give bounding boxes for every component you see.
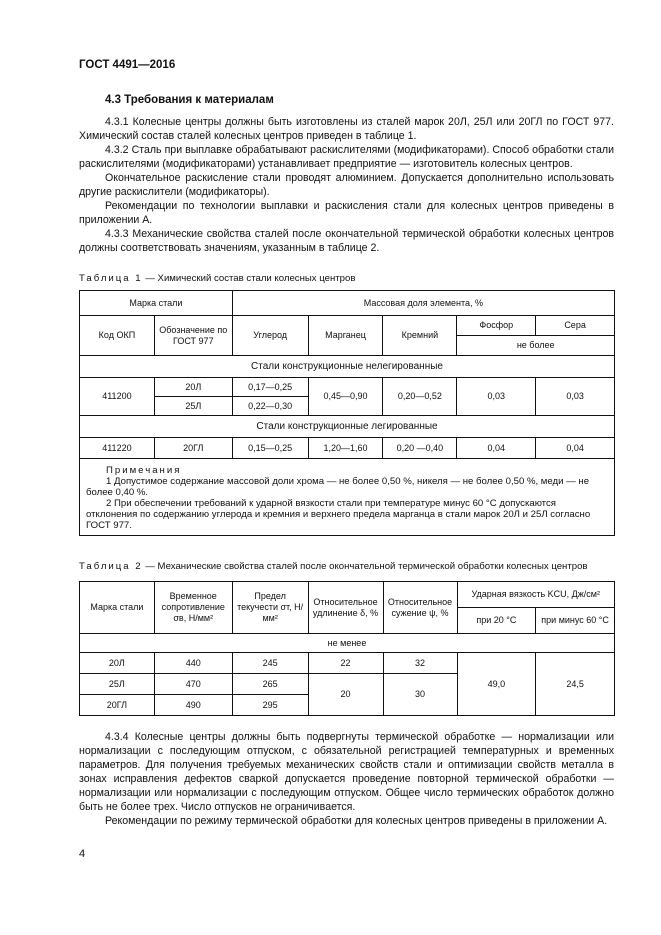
grade-group-header: Марка стали — [80, 291, 233, 316]
yield-cell: 245 — [232, 653, 308, 674]
tensile-cell: 470 — [154, 674, 232, 695]
mechanical-properties-table — [79, 581, 615, 716]
table2-caption — [79, 561, 588, 572]
paragraph-4-3-2: 4.3.2 Сталь при выплавке обрабатывают раскислителями (модификаторами). Способ обработки стали раскислителями (модификаторами) устанавливает предприятие — изготовитель колесных центров. — [79, 144, 614, 170]
table1-notes — [80, 459, 615, 536]
reduction-cell: 32 — [383, 653, 457, 674]
paragraph-recommendations-heat-treatment: Рекомендации по режиму термической обработки для колесных центров приведены в приложении А. — [105, 815, 608, 827]
yield-cell: 295 — [232, 695, 308, 716]
yield-cell: 265 — [232, 674, 308, 695]
paragraph-4-3-4: 4.3.4 Колесные центры должны быть подвергнуты термической обработке — нормализации или нормализации с последующим отпуском, с обязательной регистрацией температурных и временных параметров. Для получения требуемых механических свойств стали и оптимизации свойств металла в зонах исправления дефектов сваркой допускается проведение повторной термической обработки — нормализации или нормализации с последующим отпуском. Общее число термических обработок должно быть не более трех. Число отпусков не ограничивается. — [79, 731, 614, 813]
document-id-header: ГОСТ 4491—2016 — [79, 59, 176, 71]
elongation-cell: 22 — [308, 653, 383, 674]
carbon-cell: 0,15—0,25 — [232, 438, 308, 459]
silicon-cell: 0,20 —0,40 — [383, 438, 457, 459]
carbon-cell: 0,17—0,25 — [232, 378, 308, 397]
okp-code-cell: 411200 — [80, 378, 155, 416]
grade-cell: 20ГЛ — [80, 695, 155, 716]
sulfur-cell: 0,04 — [536, 438, 615, 459]
table1-caption-text: — Химический состав стали колесных центров — [142, 273, 356, 284]
impact-20c-header: при 20 °С — [457, 608, 536, 634]
table2-caption-label: Таблица 2 — [79, 561, 143, 572]
bottom-text-block — [79, 730, 614, 828]
sulfur-header: Сера — [536, 316, 615, 336]
paragraph-deoxidation: Окончательное раскисление стали проводят алюминием. Допускается дополнительно использовать другие раскислители (модификаторы). — [79, 172, 614, 198]
grade-cell: 20Л — [80, 653, 155, 674]
grade-cell: 20Л — [154, 378, 232, 397]
phosphorus-header: Фосфор — [457, 316, 536, 336]
silicon-cell: 0,20—0,52 — [383, 378, 457, 416]
reduction-header: Относительное сужение ψ, % — [383, 582, 457, 634]
max-label: не более — [457, 336, 615, 356]
impact-minus60c-cell: 24,5 — [536, 653, 615, 716]
impact-20c-cell: 49,0 — [457, 653, 536, 716]
mass-fraction-header: Массовая доля элемента, % — [232, 291, 614, 316]
grade-cell: 20ГЛ — [154, 438, 232, 459]
okp-code-header: Код ОКП — [80, 316, 155, 356]
elongation-header: Относительное удлинение δ, % — [308, 582, 383, 634]
notes-title: Примечания — [106, 465, 182, 476]
carbon-cell: 0,22—0,30 — [232, 397, 308, 416]
silicon-header: Кремний — [383, 316, 457, 356]
min-label: не менее — [80, 634, 615, 653]
grade-header: Марка стали — [80, 582, 155, 634]
okp-code-cell: 411220 — [80, 438, 155, 459]
manganese-cell: 0,45—0,90 — [308, 378, 383, 416]
designation-header: Обозначение по ГОСТ 977 — [154, 316, 232, 356]
table1-caption — [79, 273, 355, 284]
paragraph-recommendations-smelting: Рекомендации по технологии выплавки и раскисления стали для колесных центров приведены в приложении А. — [79, 200, 614, 226]
top-text-block — [79, 115, 614, 255]
table2-caption-text: — Механические свойства сталей после окончательной термической обработки колесных центров — [142, 561, 588, 572]
tensile-cell: 440 — [154, 653, 232, 674]
phosphorus-cell: 0,04 — [457, 438, 536, 459]
manganese-header: Марганец — [308, 316, 383, 356]
alloyed-section-row: Стали конструкционные легированные — [80, 416, 615, 438]
grade-cell: 25Л — [80, 674, 155, 695]
note-2: 2 При обеспечении требований к ударной вязкости стали при температуре минус 60 °С допускаются отклонения по содержанию углерода и кремния и верхнего предела марганца в стали марок 20Л и 25Л согласно ГОСТ 977. — [86, 498, 591, 531]
sulfur-cell: 0,03 — [536, 378, 615, 416]
section-title: 4.3 Требования к материалам — [105, 94, 274, 106]
impact-minus60c-header: при минус 60 °С — [536, 608, 615, 634]
grade-cell: 25Л — [154, 397, 232, 416]
phosphorus-cell: 0,03 — [457, 378, 536, 416]
manganese-cell: 1,20—1,60 — [308, 438, 383, 459]
page-number: 4 — [79, 848, 86, 860]
yield-strength-header: Предел текучести σт, Н/мм² — [232, 582, 308, 634]
tensile-strength-header: Временное сопротивление σв, Н/мм² — [154, 582, 232, 634]
note-1: 1 Допустимое содержание массовой доли хрома — не более 0,50 %, никеля — не более 0,50 %, меди — не более 0,40 %. — [86, 476, 590, 498]
paragraph-4-3-3: 4.3.3 Механические свойства сталей после окончательной термической обработки колесных центров должны соответствовать значениям, указанным в таблице 2. — [79, 228, 614, 254]
carbon-header: Углерод — [232, 316, 308, 356]
elongation-cell: 20 — [308, 674, 383, 716]
paragraph-4-3-1: 4.3.1 Колесные центры должны быть изготовлены из сталей марок 20Л, 25Л или 20ГЛ по ГОСТ 977. Химический состав сталей колесных центров приведен в таблице 1. — [79, 116, 614, 142]
reduction-cell: 30 — [383, 674, 457, 716]
chemical-composition-table — [79, 290, 615, 536]
tensile-cell: 490 — [154, 695, 232, 716]
table1-caption-label: Таблица 1 — [79, 273, 143, 284]
impact-strength-header: Ударная вязкость KCU, Дж/см² — [457, 582, 614, 608]
unalloyed-section-row: Стали конструкционные нелегированные — [80, 356, 615, 378]
